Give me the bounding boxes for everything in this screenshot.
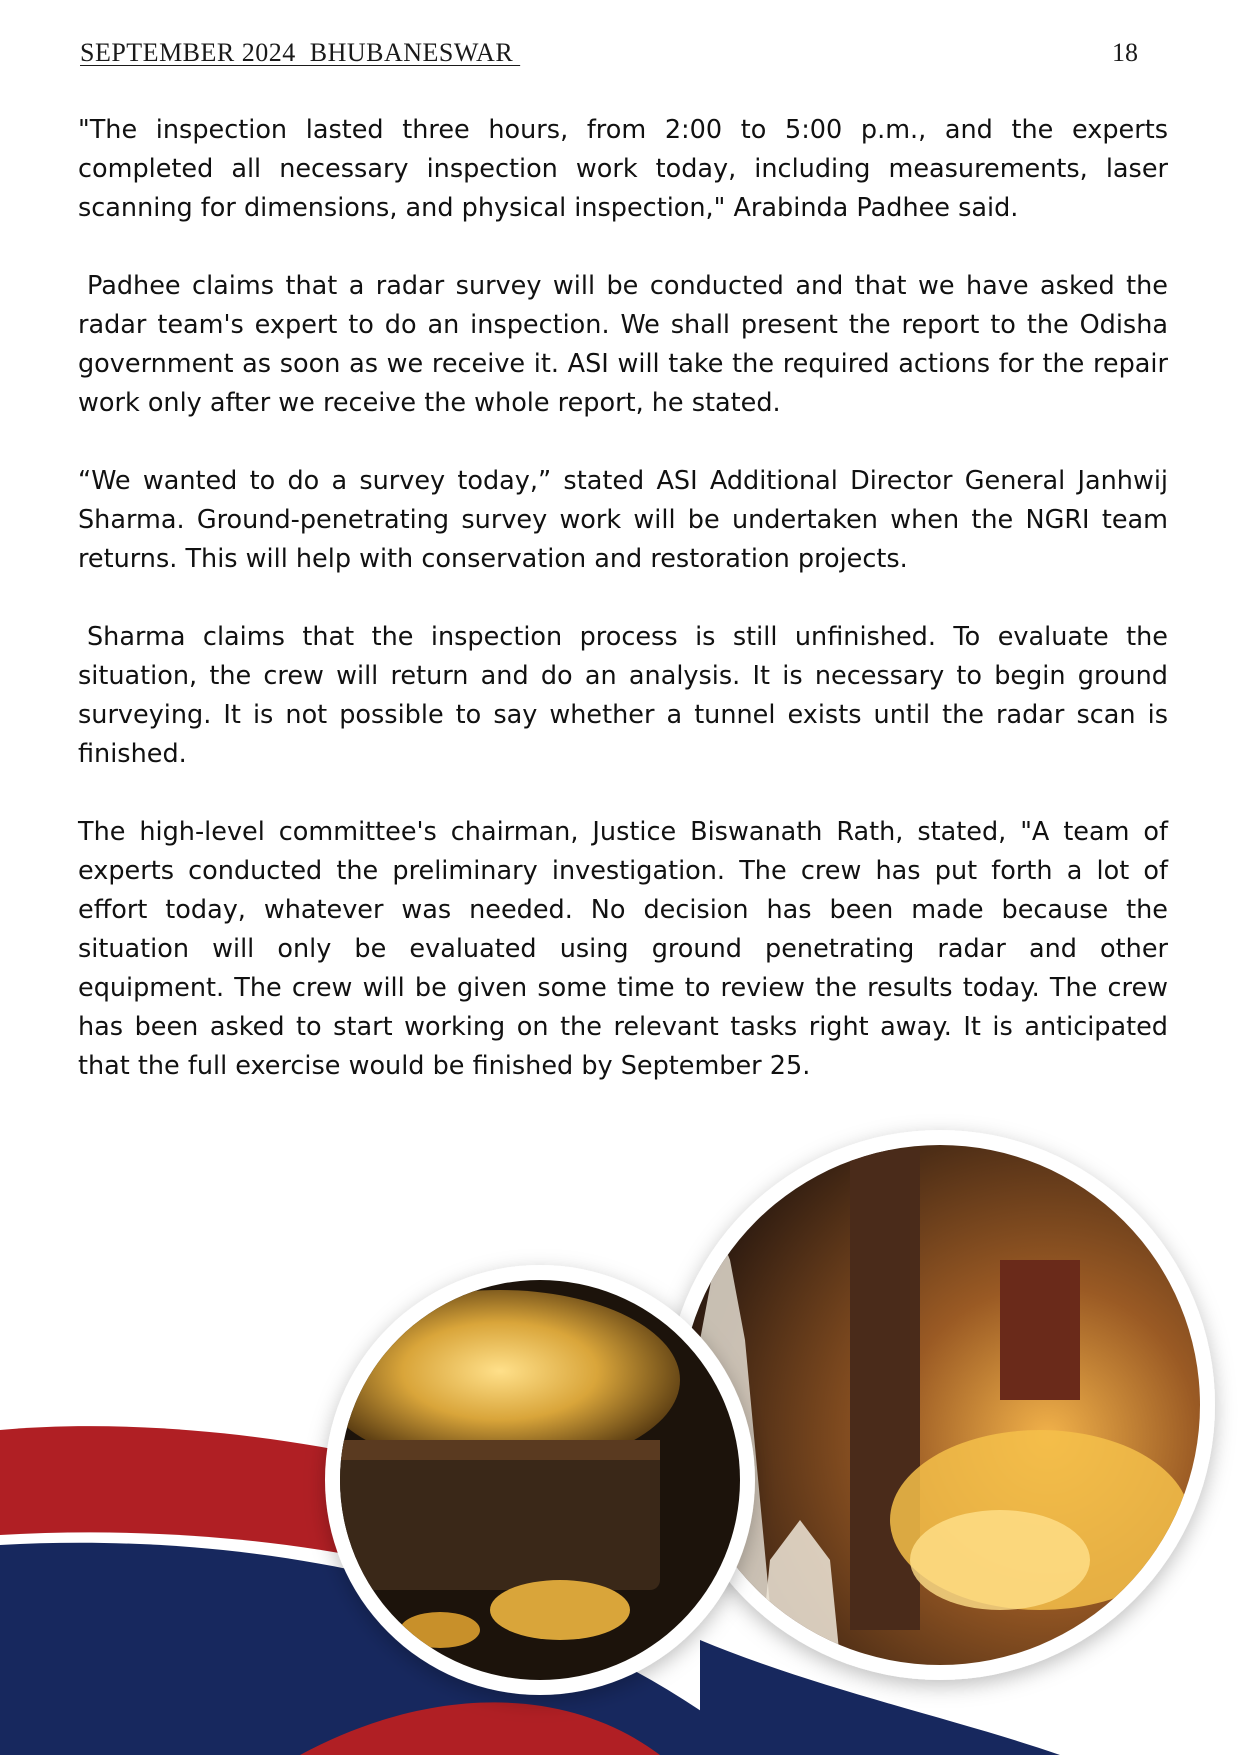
page-number: 18	[1112, 38, 1138, 67]
red-ribbon	[300, 1702, 660, 1755]
red-swoosh	[0, 1426, 640, 1755]
treasure-chest-photo	[320, 1270, 750, 1690]
article-paragraph: Padhee claims that a radar survey will be conducted and that we have asked the radar team's expert to do an inspection. We shall present the report to the Odisha government as soon as we receive it. ASI will take the required actions for the repair work only after we receive the whole report, he stated.	[78, 271, 1168, 418]
article-body	[78, 111, 1168, 1125]
chest-photo-frame	[325, 1265, 755, 1695]
header-publication: SEPTEMBER 2024 BHUBANESWAR	[80, 38, 521, 67]
temple-photo-frame	[665, 1130, 1215, 1680]
article-paragraph: The high-level committee's chairman, Justice Biswanath Rath, stated, "A team of experts conducted the preliminary investigation. The crew has put forth a lot of effort today, whatever was needed. No decision has been made because the situation will only be evaluated using ground penetrating radar and other equipment. The crew will be given some time to review the results today. The crew has been asked to start working on the relevant tasks right away. It is anticipated that the full exercise would be finished by September 25.	[78, 817, 1168, 1081]
article-paragraph: Sharma claims that the inspection process is still unfinished. To evaluate the situation, the crew will return and do an analysis. It is necessary to begin ground surveying. It is not possible to say whether a tunnel exists until the radar scan is finished.	[78, 622, 1168, 769]
navy-tail	[700, 1640, 1060, 1755]
white-band	[0, 1532, 700, 1755]
temple-treasury-photo	[670, 1140, 1210, 1680]
article-paragraph: "The inspection lasted three hours, from 2:00 to 5:00 p.m., and the experts completed all necessary inspection work today, including measurements, laser scanning for dimensions, and physical inspection," Arabinda Padhee said.	[78, 115, 1168, 223]
article-paragraph: “We wanted to do a survey today,” stated ASI Additional Director General Janhwij Sharma. Ground-penetrating survey work will be undertaken when the NGRI team returns. This will help with conservation and restoration projects.	[78, 466, 1168, 574]
navy-swoosh	[0, 1543, 760, 1755]
